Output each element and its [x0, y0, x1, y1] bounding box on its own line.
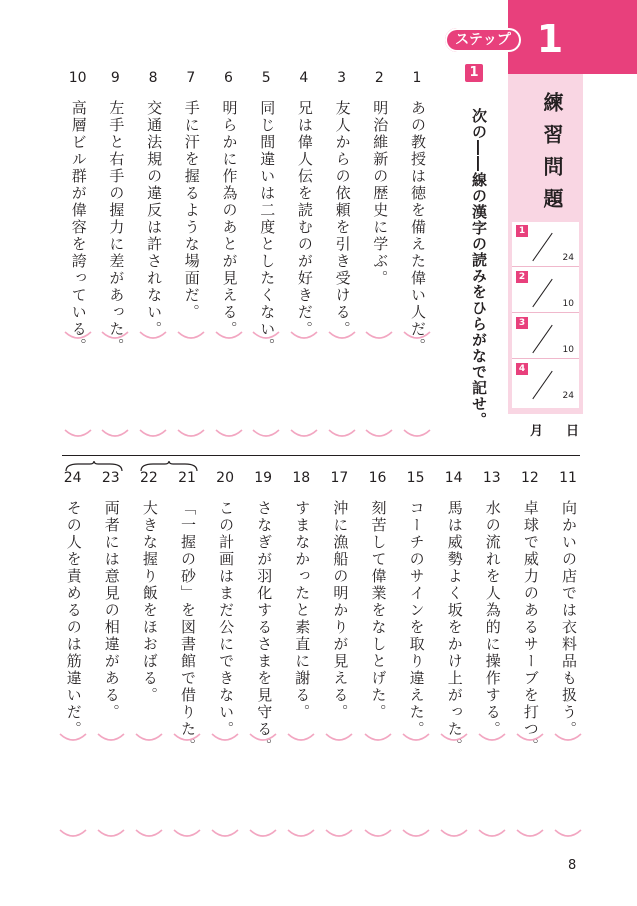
answer-space-mark [96, 732, 126, 746]
item-sentence: 兄は偉人伝を読むのが好きだ。 [295, 100, 314, 338]
date-month: 月 [530, 424, 544, 439]
answer-space-mark [553, 828, 583, 842]
answer-space-mark [289, 330, 319, 344]
item-number: 21 [178, 470, 196, 486]
score-box-total: 10 [562, 345, 574, 355]
item-number: 15 [406, 470, 425, 486]
answer-space-mark [364, 330, 394, 344]
answer-space-mark [402, 330, 432, 344]
score-box [512, 314, 579, 359]
item-sentence: すまなかったと素直に謝る。 [293, 500, 312, 721]
step-label: ステップ [445, 28, 521, 52]
answer-space-mark [515, 732, 545, 746]
score-slash [532, 371, 552, 399]
item-sentence: 沖に漁船の明かりが見える。 [331, 500, 350, 721]
item-sentence: あの教授は徳を備えた偉い人だ。 [409, 100, 427, 355]
date-day: 日 [566, 424, 580, 439]
answer-space-mark [134, 732, 164, 746]
item-sentence: さなぎが羽化するさまを見守る。 [255, 500, 274, 755]
item-number: 18 [292, 470, 311, 486]
question-instruction: 次の――線の漢字の読みをひらがなで記せ。 [470, 108, 488, 428]
answer-space-mark [402, 428, 432, 442]
item-number: 5 [261, 70, 271, 86]
item-sentence: 左手と右手の握力に差があった。 [107, 100, 126, 355]
answer-space-mark [327, 428, 357, 442]
item-sentence: 馬は威勢よく坂をかけ上がった。 [445, 500, 464, 755]
pair-bracket [64, 458, 114, 470]
answer-space-mark [172, 732, 202, 746]
answer-space-mark [63, 428, 93, 442]
item-number: 23 [101, 470, 120, 486]
item-sentence: 両者には意見の相違がある。 [102, 500, 121, 721]
item-sentence: 刻苦して偉業をなしとげた。 [369, 500, 388, 721]
score-box [512, 222, 579, 267]
answer-space-mark [363, 732, 393, 746]
item-number: 24 [63, 470, 82, 486]
score-box-total: 10 [562, 299, 574, 309]
answer-space-mark [58, 732, 88, 746]
item-number: 9 [110, 70, 120, 86]
answer-space-mark [214, 428, 244, 442]
answer-space-mark [324, 732, 354, 746]
answer-space-mark [63, 330, 93, 344]
item-number: 3 [337, 70, 347, 86]
item-number: 8 [148, 70, 158, 86]
item-number: 12 [520, 470, 539, 486]
section-title: 練習問題 [540, 92, 564, 220]
item-number: 14 [444, 470, 463, 486]
item-number: 20 [216, 470, 234, 486]
page-number: 8 [568, 858, 577, 873]
item-sentence: 同じ間違いは二度としたくない。 [258, 100, 277, 355]
section-divider [62, 455, 580, 456]
item-sentence: 友人からの依頼を引き受ける。 [333, 100, 352, 338]
answer-space-mark [251, 330, 281, 344]
item-sentence: 卓球で威力のあるサーブを打つ。 [521, 500, 540, 755]
item-number: 7 [186, 70, 196, 86]
answer-space-mark [100, 428, 130, 442]
item-number: 22 [139, 470, 158, 486]
answer-space-mark [364, 428, 394, 442]
score-slash [532, 233, 552, 261]
answer-space-mark [134, 828, 164, 842]
score-box-number: 3 [516, 317, 528, 329]
item-number: 2 [374, 70, 384, 86]
answer-space-mark [138, 428, 168, 442]
score-box-total: 24 [562, 391, 574, 401]
answer-space-mark [439, 732, 469, 746]
item-sentence: コーチのサインを取り違えた。 [407, 500, 426, 738]
answer-space-mark [96, 828, 126, 842]
answer-space-mark [327, 330, 357, 344]
answer-space-mark [251, 428, 281, 442]
item-sentence: 手に汗を握るような場面だ。 [182, 100, 201, 321]
score-box-number: 4 [516, 363, 528, 375]
item-sentence: その人を責めるのは筋違いだ。 [64, 500, 83, 738]
item-number: 13 [482, 470, 501, 486]
item-sentence: 高層ビル群が偉容を誇っている。 [69, 100, 88, 355]
step-number: 1 [536, 17, 564, 61]
answer-space-mark [248, 828, 278, 842]
item-number: 1 [412, 70, 422, 86]
score-box [512, 268, 579, 313]
answer-space-mark [176, 330, 206, 344]
answer-space-mark [439, 828, 469, 842]
score-slash [532, 325, 552, 353]
item-number: 16 [368, 470, 387, 486]
answer-space-mark [477, 828, 507, 842]
item-sentence: 大きな握り飯をほおばる。 [140, 500, 159, 704]
item-sentence: 水の流れを人為的に操作する。 [483, 500, 502, 738]
score-box-number: 1 [516, 225, 528, 237]
item-sentence: 「一握の砂」を図書館で借りた。 [179, 500, 197, 755]
question-number-badge: 1 [465, 64, 483, 82]
answer-space-mark [363, 828, 393, 842]
item-number: 19 [254, 470, 273, 486]
answer-space-mark [289, 428, 319, 442]
answer-space-mark [401, 828, 431, 842]
answer-space-mark [286, 828, 316, 842]
answer-space-mark [477, 732, 507, 746]
answer-space-mark [248, 732, 278, 746]
header-band [508, 0, 637, 74]
item-sentence: この計画はまだ公にできない。 [217, 500, 236, 738]
score-box [512, 360, 579, 404]
item-number: 4 [299, 70, 309, 86]
answer-space-mark [214, 330, 244, 344]
item-sentence: 向かいの店では衣料品も扱う。 [560, 500, 578, 738]
score-box-number: 2 [516, 271, 528, 283]
answer-space-mark [138, 330, 168, 344]
answer-space-mark [58, 828, 88, 842]
answer-space-mark [401, 732, 431, 746]
answer-space-mark [324, 828, 354, 842]
answer-space-mark [172, 828, 202, 842]
score-panel [512, 222, 579, 408]
answer-space-mark [100, 330, 130, 344]
answer-space-mark [286, 732, 316, 746]
answer-space-mark [210, 828, 240, 842]
score-box-total: 24 [562, 253, 574, 263]
item-sentence: 交通法規の違反は許されない。 [145, 100, 164, 338]
item-number: 10 [68, 70, 87, 86]
item-number: 17 [330, 470, 349, 486]
item-sentence: 明治維新の歴史に学ぶ。 [371, 100, 390, 287]
answer-space-mark [515, 828, 545, 842]
item-number: 11 [559, 470, 577, 486]
answer-space-mark [553, 732, 583, 746]
pair-bracket [139, 458, 189, 470]
answer-space-mark [210, 732, 240, 746]
item-sentence: 明らかに作為のあとが見える。 [220, 100, 239, 338]
item-number: 6 [224, 70, 233, 86]
score-slash [532, 279, 552, 307]
answer-space-mark [176, 428, 206, 442]
